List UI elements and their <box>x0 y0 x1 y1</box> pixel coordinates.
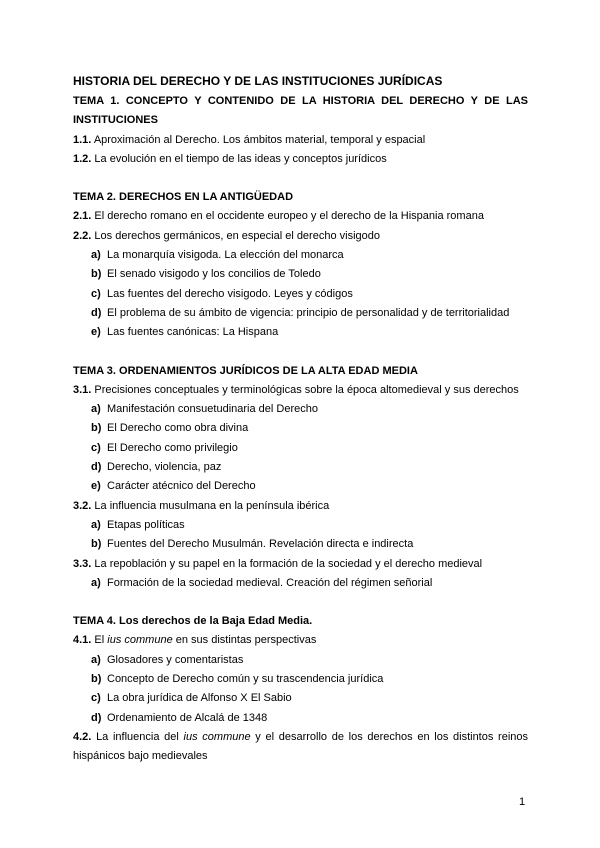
list-item <box>73 400 528 419</box>
item-text: Las fuentes canónicas: La Hispana <box>107 326 279 339</box>
section-1-2 <box>73 150 528 169</box>
item-text: Etapas políticas <box>107 518 185 531</box>
list-item <box>73 323 528 342</box>
item-marker: e) <box>91 480 101 493</box>
spacer <box>73 593 528 612</box>
item-text: Formación de la sociedad medieval. Creación del régimen señorial <box>107 576 433 589</box>
item-marker: d) <box>91 711 102 724</box>
list-item <box>73 419 528 438</box>
item-marker: b) <box>91 538 102 551</box>
section-text: Aproximación al Derecho. Los ámbitos material, temporal y espacial <box>93 133 426 146</box>
item-text: Manifestación consuetudinaria del Derecho <box>107 403 318 416</box>
section-2-2 <box>73 227 528 246</box>
section-text-italic: ius commune <box>107 634 173 647</box>
item-text: Concepto de Derecho común y su trascendencia jurídica <box>107 673 384 686</box>
item-text: Derecho, violencia, paz <box>107 461 222 474</box>
section-text-post: y el desarrollo de los derechos en los distintos reinos <box>250 730 529 743</box>
section-text: Precisiones conceptuales y terminológicas sobre la época altomedieval y sus derechos <box>94 383 519 396</box>
tema3-heading: TEMA 3. ORDENAMIENTOS JURÍDICOS DE LA ALTA EDAD MEDIA <box>73 364 418 377</box>
item-text: El Derecho como privilegio <box>107 441 238 454</box>
item-marker: a) <box>91 576 101 589</box>
item-marker: c) <box>91 441 101 454</box>
section-number: 1.2. <box>73 152 92 165</box>
list-item <box>73 535 528 554</box>
tema4-heading: TEMA 4. Los derechos de la Baja Edad Media. <box>73 615 313 628</box>
item-text: La monarquía visigoda. La elección del monarca <box>107 249 344 262</box>
section-text: Los derechos germánicos, en especial el derecho visigodo <box>94 229 380 242</box>
item-marker: a) <box>91 653 101 666</box>
spacer <box>73 169 528 188</box>
list-item <box>73 458 528 477</box>
document-title: HISTORIA DEL DERECHO Y DE LAS INSTITUCIONES JURÍDICAS <box>73 74 443 88</box>
section-text-pre: El <box>94 634 108 647</box>
tema2-heading: TEMA 2. DERECHOS EN LA ANTIGÜEDAD <box>73 191 294 204</box>
item-marker: a) <box>91 403 101 416</box>
section-3-3 <box>73 555 528 574</box>
section-3-1 <box>73 381 528 400</box>
item-text: La obra jurídica de Alfonso X El Sabio <box>107 692 292 705</box>
item-marker: b) <box>91 268 102 281</box>
section-text-italic: ius commune <box>183 730 251 743</box>
item-text: Carácter atécnico del Derecho <box>107 480 256 493</box>
list-item <box>73 246 528 265</box>
section-text: La repoblación y su papel en la formación de la sociedad y el derecho medieval <box>94 557 483 570</box>
section-number: 4.1. <box>73 634 92 647</box>
section-text-post: en sus distintas perspectivas <box>172 634 317 647</box>
item-marker: a) <box>91 249 101 262</box>
section-number: 2.1. <box>73 210 92 223</box>
item-text: Las fuentes del derecho visigodo. Leyes y códigos <box>107 287 353 300</box>
section-number: 3.2. <box>73 499 92 512</box>
item-marker: c) <box>91 692 101 705</box>
list-item <box>73 516 528 535</box>
item-marker: c) <box>91 287 101 300</box>
list-item <box>73 285 528 304</box>
item-marker: d) <box>91 306 102 319</box>
section-4-2-cont: hispánicos bajo medievales <box>73 750 208 763</box>
section-text-pre: La influencia del <box>96 730 184 743</box>
item-marker: e) <box>91 326 101 339</box>
section-text: La evolución en el tiempo de las ideas y conceptos jurídicos <box>94 152 387 165</box>
list-item <box>73 477 528 496</box>
section-number: 3.3. <box>73 557 92 570</box>
document-content <box>73 72 528 767</box>
page-number: 1 <box>519 796 526 808</box>
item-marker: a) <box>91 518 101 531</box>
section-number: 2.2. <box>73 229 92 242</box>
section-number: 4.2. <box>73 730 92 743</box>
item-marker: d) <box>91 461 102 474</box>
item-marker: b) <box>91 422 102 435</box>
item-marker: b) <box>91 673 102 686</box>
list-item <box>73 651 528 670</box>
section-text: El derecho romano en el occidente europeo y el derecho de la Hispania romana <box>94 210 484 223</box>
list-item <box>73 689 528 708</box>
item-text: Glosadores y comentaristas <box>107 653 244 666</box>
list-item <box>73 670 528 689</box>
section-number: 1.1. <box>73 133 92 146</box>
list-item <box>73 265 528 284</box>
list-item <box>73 439 528 458</box>
item-text: Fuentes del Derecho Musulmán. Revelación directa e indirecta <box>107 538 414 551</box>
item-text: El problema de su ámbito de vigencia: principio de personalidad y de territorialidad <box>107 306 510 319</box>
spacer <box>73 343 528 362</box>
section-3-2 <box>73 497 528 516</box>
list-item <box>73 574 528 593</box>
item-text: El senado visigodo y los concilios de Toledo <box>107 268 321 281</box>
list-item <box>73 709 528 728</box>
list-item <box>73 304 528 323</box>
tema1-heading-cont: INSTITUCIONES <box>73 114 158 127</box>
section-text: La influencia musulmana en la península ibérica <box>94 499 330 512</box>
section-2-1 <box>73 207 528 226</box>
section-number: 3.1. <box>73 383 92 396</box>
section-4-2 <box>73 728 528 747</box>
section-1-1 <box>73 131 528 150</box>
section-4-1 <box>73 631 528 650</box>
item-text: Ordenamiento de Alcalá de 1348 <box>107 711 268 724</box>
item-text: El Derecho como obra divina <box>107 422 249 435</box>
tema1-heading: TEMA 1. CONCEPTO Y CONTENIDO DE LA HISTORIA DEL DERECHO Y DE LAS <box>73 95 528 107</box>
